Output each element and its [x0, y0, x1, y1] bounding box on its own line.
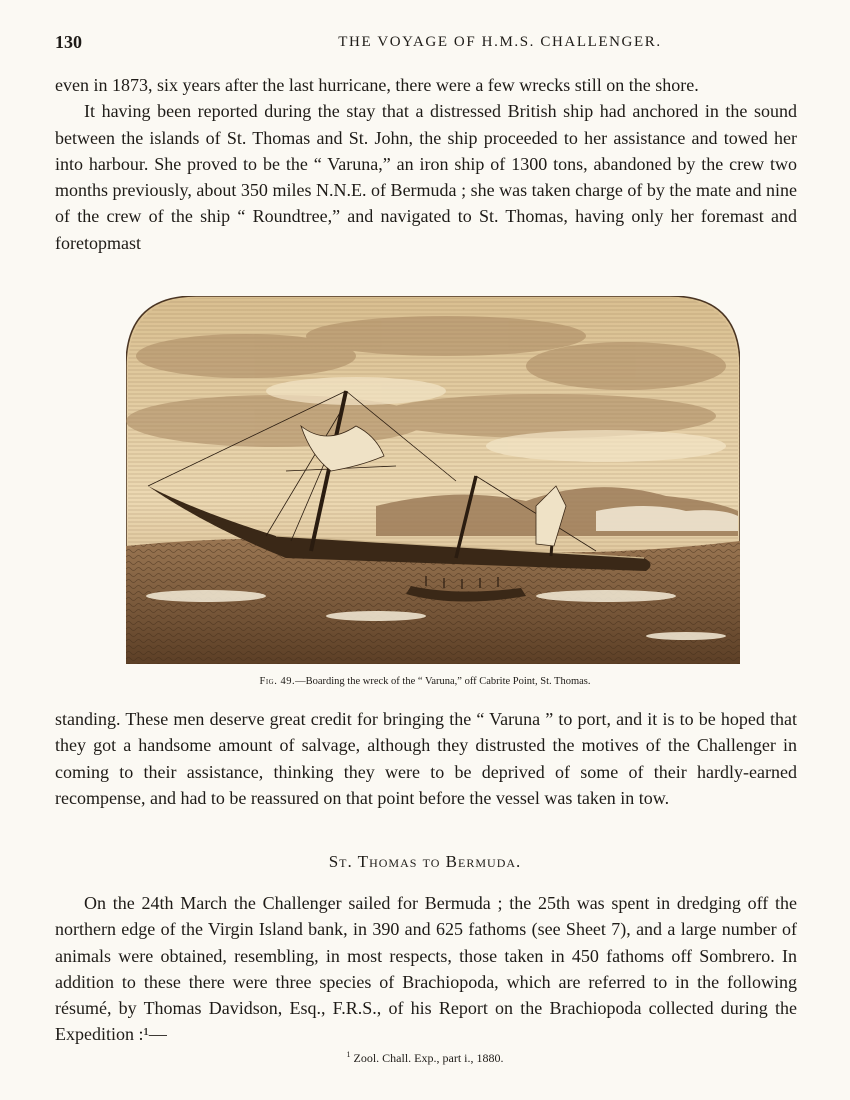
ship-engraving-figure	[126, 296, 740, 664]
ship-engraving	[126, 296, 740, 664]
text-block-section	[55, 890, 797, 1048]
text-block-top	[55, 72, 797, 256]
paragraph: On the 24th March the Challenger sailed for Bermuda ; the 25th was spent in dredging off the northern edge of the Virgin Island bank, in 390 and 625 fathoms (see Sheet 7), and a large number of animals were obtained, resembling, in most respects, those taken in 450 fathoms off Sombrero. In addition to these there were three species of Brachiopoda, which are referred to in the following résumé, by Thomas Davidson, Esq., F.R.S., of his Report on the Brachiopoda collected during the Expedition :¹—	[55, 893, 797, 1045]
figure-caption-text: —Boarding the wreck of the “ Varuna,” off Cabrite Point, St. Thomas.	[295, 676, 591, 687]
footnote-text: Zool. Chall. Exp., part i., 1880.	[353, 1051, 504, 1065]
figure-label: Fig. 49.	[259, 676, 296, 687]
paragraph: It having been reported during the stay that a distressed British ship had anchored in the sound between the islands of St. Thomas and St. John, the ship proceeded to her assistance and towed her into harbour. She proved to be the “ Varuna,” an iron ship of 1300 tons, abandoned by the crew two months previously, about 350 miles N.N.E. of Bermuda ; she was taken charge of by the mate and nine of the crew of the ship “ Roundtree,” and navigated to St. Thomas, having only her foremast and foretopmast	[55, 101, 797, 253]
text-block-continued	[55, 706, 797, 811]
page-header	[55, 32, 795, 56]
footnote	[0, 1050, 850, 1066]
paragraph: standing. These men deserve great credit for bringing the “ Varuna ” to port, and it is to be hoped that they got a handsome amount of salvage, although they distrusted the motives of the Challenger in coming to their assistance, thinking they were to be deprived of some of their hardly-earned recompense, and had to be reassured on that point before the vessel was taken in tow.	[55, 709, 797, 808]
section-heading: St. Thomas to Bermuda.	[328, 852, 522, 871]
page-number: 130	[55, 32, 82, 52]
footnote-marker: 1	[346, 1050, 351, 1059]
figure-caption	[100, 676, 750, 687]
running-title: THE VOYAGE OF H.M.S. CHALLENGER.	[338, 34, 662, 50]
paragraph: even in 1873, six years after the last hurricane, there were a few wrecks still on the shore.	[55, 75, 699, 95]
